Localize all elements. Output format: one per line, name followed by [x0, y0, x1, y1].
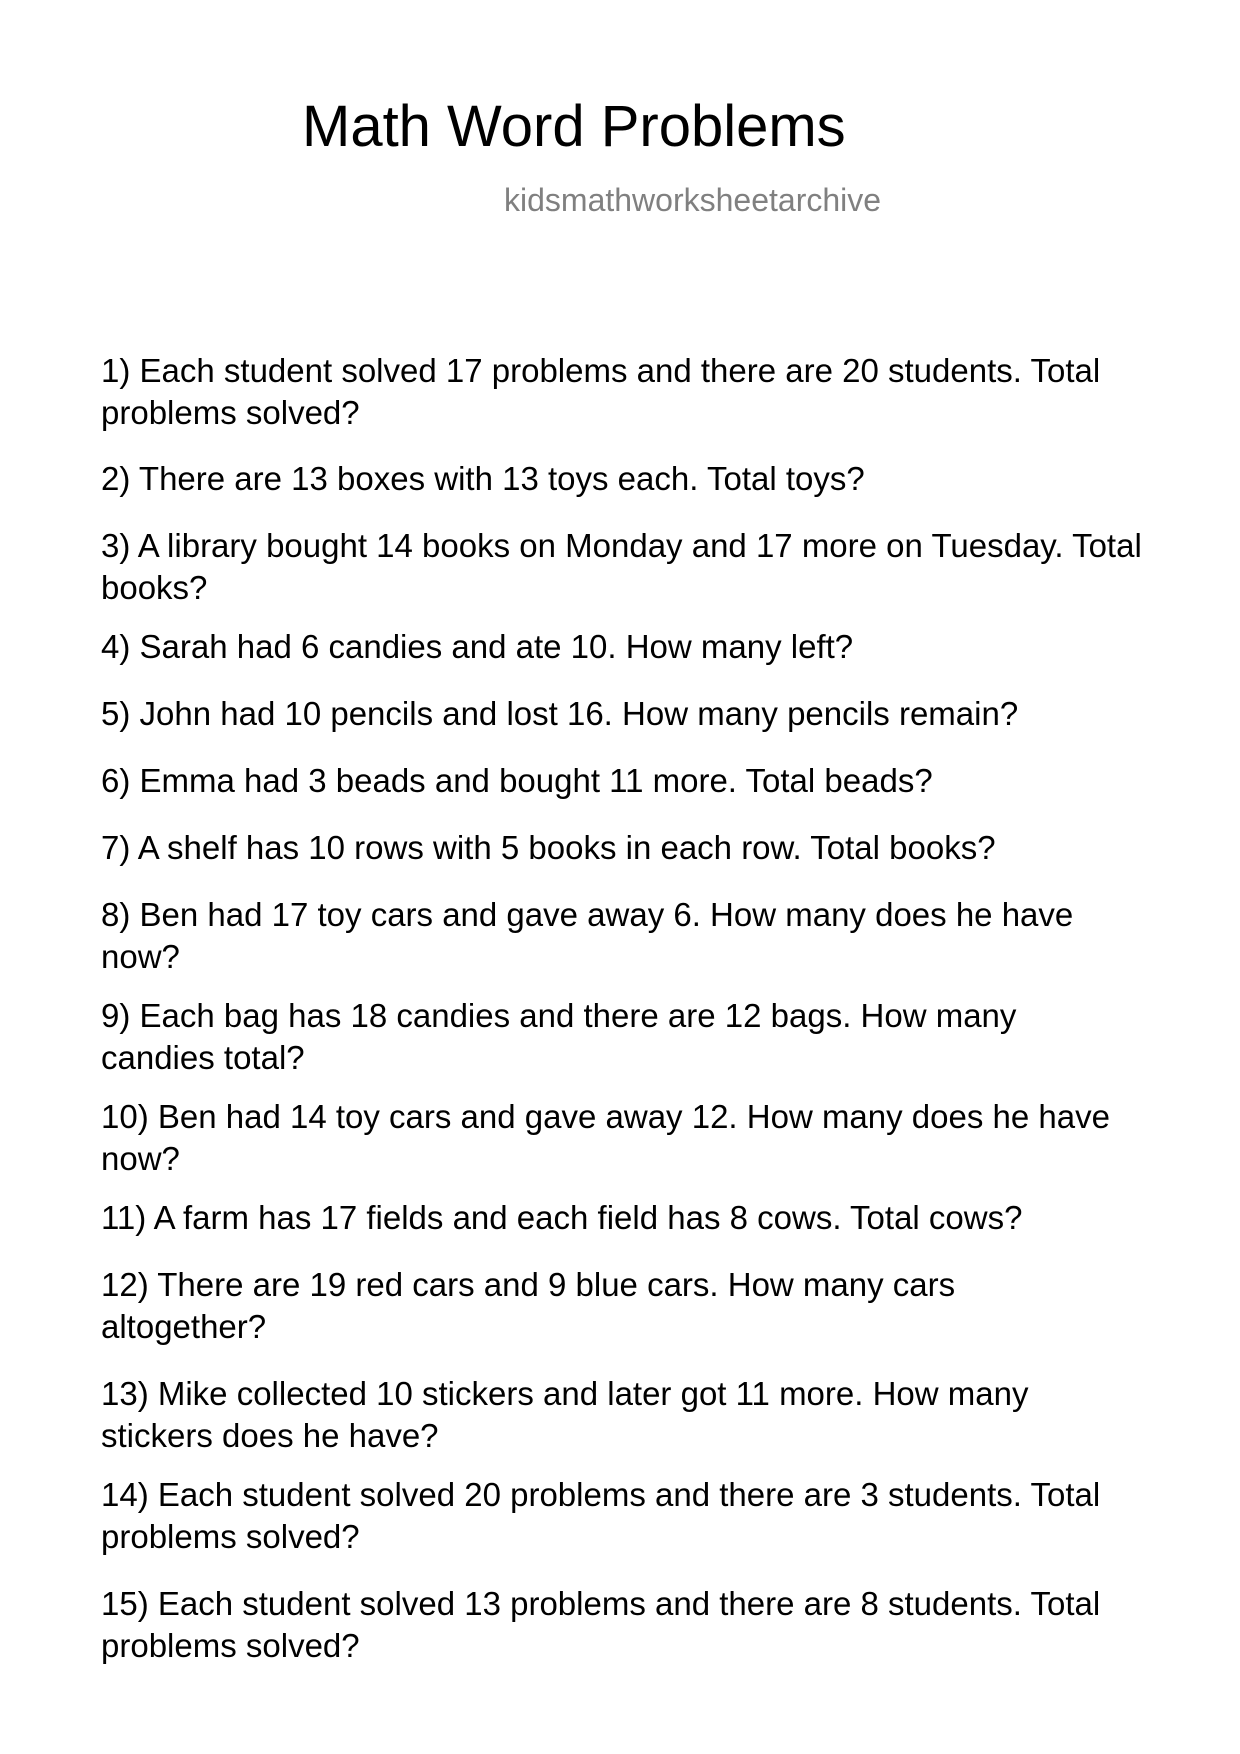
problem-item: 6) Emma had 3 beads and bought 11 more. Total beads? — [101, 762, 933, 799]
problem-item: 9) Each bag has 18 candies and there are 12 bags. How many candies total? — [101, 997, 1017, 1076]
problem-item: 13) Mike collected 10 stickers and later got 11 more. How many stickers does he have? — [101, 1375, 1029, 1454]
problem-item: 8) Ben had 17 toy cars and gave away 6. How many does he have now? — [101, 896, 1074, 975]
page-title: Math Word Problems — [302, 94, 846, 159]
problem-item: 4) Sarah had 6 candies and ate 10. How many left? — [101, 628, 854, 665]
problem-item: 1) Each student solved 17 problems and there are 20 students. Total problems solved? — [101, 352, 1101, 431]
problem-list — [101, 350, 1161, 1667]
problem-item: 10) Ben had 14 toy cars and gave away 12. How many does he have now? — [101, 1098, 1110, 1177]
problem-item: 3) A library bought 14 books on Monday and 17 more on Tuesday. Total books? — [101, 527, 1142, 606]
problem-item: 14) Each student solved 20 problems and there are 3 students. Total problems solved? — [101, 1476, 1101, 1555]
problem-item: 7) A shelf has 10 rows with 5 books in each row. Total books? — [101, 829, 996, 866]
problem-item: 12) There are 19 red cars and 9 blue cars. How many cars altogether? — [101, 1266, 956, 1345]
page-subtitle: kidsmathworksheetarchive — [504, 182, 882, 218]
problem-item: 2) There are 13 boxes with 13 toys each. Total toys? — [101, 460, 865, 497]
problem-item: 5) John had 10 pencils and lost 16. How many pencils remain? — [101, 695, 1019, 732]
problem-item: 11) A farm has 17 fields and each field has 8 cows. Total cows? — [101, 1199, 1023, 1236]
problem-item: 15) Each student solved 13 problems and there are 8 students. Total problems solved? — [101, 1585, 1101, 1664]
